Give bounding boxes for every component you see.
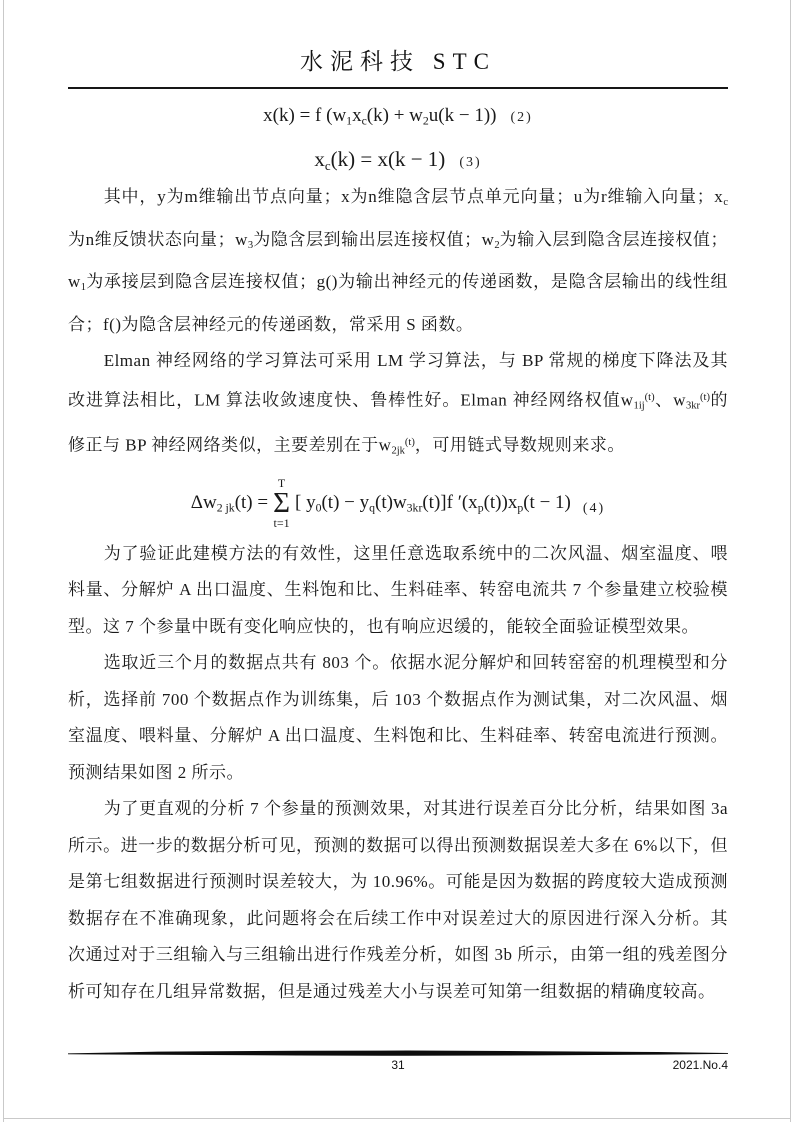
sigma-icon: Σ <box>273 487 290 520</box>
equation-4-lhs: $\Delta w_{2 jk}(t)$ = <box>190 492 269 515</box>
paragraph-model-validation: 为了验证此建模方法的有效性，这里任意选取系统中的二次风温、烟室温度、喂料量、分解炉 A 出口温度、生料饱和比、生料硅率、转窑电流共 7 个参量建立校验模型。这 7 个参量中既有变化响应快的，也有响应迟缓的，能较全面验证模型效果。 <box>68 543 728 636</box>
equation-3-body: $x_c(k) = x(k - 1)$ <box>314 147 446 173</box>
summation-sigma <box>273 477 290 530</box>
page-content <box>68 0 728 1010</box>
page-number: 31 <box>391 1058 405 1072</box>
summation-lower-limit: t=1 <box>273 516 290 531</box>
equation-3 <box>68 143 728 175</box>
footer-meta <box>68 1057 728 1075</box>
equation-4-rhs: [ $y_0(t) - y_q(t)w_{3kr}(t)]f$ $'(x_p(t))x_p(t - 1)$ <box>295 492 571 515</box>
journal-title: 水泥科技 STC <box>300 49 496 74</box>
paragraph-variable-definitions: 其中，y为m维输出节点向量；x为n维隐含层节点单元向量；u为r维输入向量；$x_c$为n维反馈状态向量；$w_3$为隐含层到输出层连接权值；$w_2$为输入层到隐含层连接权值；$w_1$为承接层到隐含层连接权值；g()为输出神经元的传递函数，是隐含层输出的线性组合；f()为隐含层神经元的传递函数，常采用 S 函数。 <box>68 187 729 334</box>
issue-label: 2021.No.4 <box>672 1058 728 1072</box>
page-edge-right <box>790 0 791 1122</box>
article-body <box>68 179 728 1010</box>
equation-2 <box>68 101 728 131</box>
summation-upper-limit: T <box>277 476 286 491</box>
equation-4 <box>68 474 728 534</box>
equation-4-number: (4) <box>582 500 606 516</box>
equation-2-number: (2) <box>510 110 533 125</box>
paragraph-dataset-description: 选取近三个月的数据点共有 803 个。依据水泥分解炉和回转窑窑的机理模型和分析，选择前 700 个数据点作为训练集，后 103 个数据点作为测试集，对二次风温、烟室温度、喂料量、分解炉 A 出口温度、生料饱和比、生料硅率、转窑电流进行预测。预测结果如图 2 所示。 <box>68 653 728 782</box>
footer-rule <box>68 1050 728 1057</box>
header-rule <box>68 87 728 89</box>
page-edge-bottom <box>3 1118 791 1119</box>
paragraph-error-analysis: 为了更直观的分析 7 个参量的预测效果，对其进行误差百分比分析，结果如图 3a 所示。进一步的数据分析可见，预测的数据可以得出预测数据误差大多在 6%以下，但是第七组数据进行预测时误差较大，为 10.96%。可能是因为数据的跨度较大造成预测数据存在不准确现象，此问题将会在后续工作中对误差过大的原因进行深入分析。其次通过对于三组输入与三组输出进行作残差分析，如图 3b 所示，由第一组的残差图分析可知存在几组异常数据，但是通过残差大小与误差可知第一组数据的精确度较高。 <box>68 799 728 1001</box>
page-footer <box>68 1050 728 1075</box>
paragraph-elman-lm-algorithm: Elman 神经网络的学习算法可采用 LM 学习算法，与 BP 常规的梯度下降法及其改进算法相比，LM 算法收敛速度快、鲁棒性好。Elman 神经网络权值$w_{1ij}^{(t)}$、$w_{3kr}^{(t)}$的修正与 BP 神经网络类似，主要差别在于$w_{2jk}^{(t)}$，可用链式导数规则来求。 <box>68 351 729 457</box>
equation-2-body: x(k) = f $(w_1x_c(k) + w_2u(k - 1))$ <box>263 105 497 128</box>
equation-3-number: (3) <box>459 155 482 170</box>
page-edge-left <box>3 0 4 1122</box>
